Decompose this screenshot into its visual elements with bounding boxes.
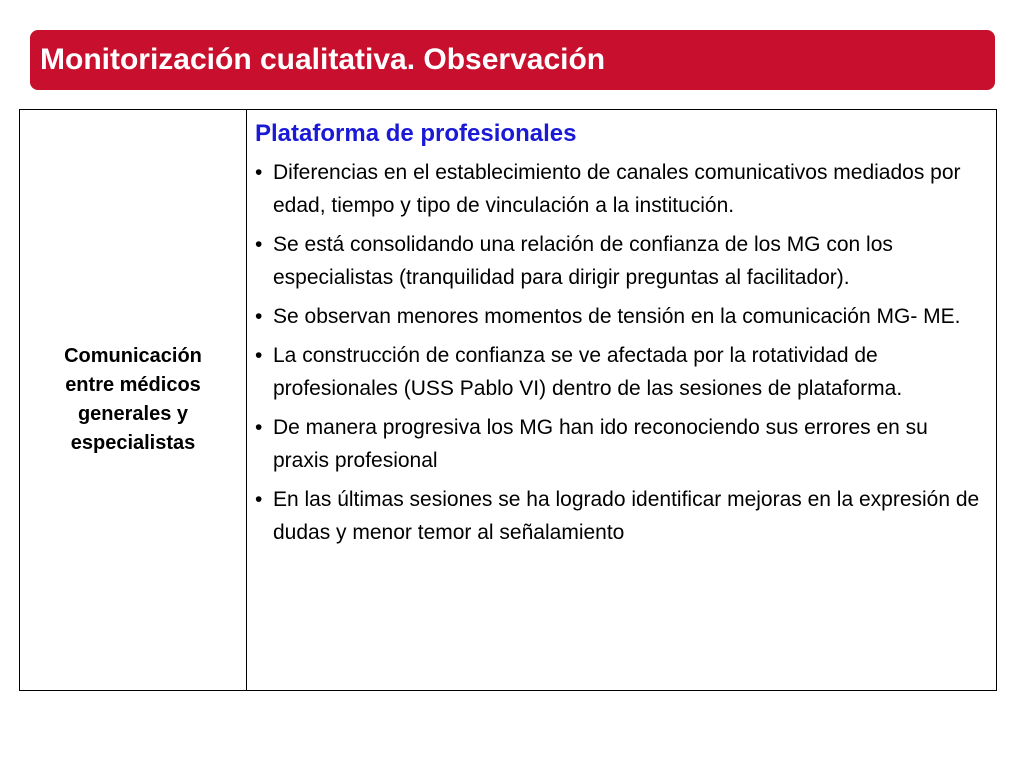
bullet-text: Se observan menores momentos de tensión en la comunicación MG- ME. <box>273 305 961 328</box>
left-cell <box>20 110 247 691</box>
bullet-icon: • <box>255 305 263 328</box>
title-bar <box>30 30 995 90</box>
list-item <box>255 156 988 222</box>
list-item <box>255 483 988 549</box>
list-item <box>255 228 988 294</box>
content-table <box>19 109 997 691</box>
page-title: Monitorización cualitativa. Observación <box>40 43 606 76</box>
bullet-text: La construcción de confianza se ve afectada por la rotatividad de profesionales (USS Pablo VI) dentro de las sesiones de plataforma. <box>273 344 903 400</box>
bullet-text: Se está consolidando una relación de confianza de los MG con los especialistas (tranquilidad para dirigir preguntas al facilitador). <box>273 233 893 289</box>
bullet-icon: • <box>255 233 263 256</box>
bullet-icon: • <box>255 416 263 439</box>
bullet-icon: • <box>255 488 263 511</box>
section-heading: Plataforma de profesionales <box>255 120 577 147</box>
bullet-icon: • <box>255 161 263 184</box>
bullet-icon: • <box>255 344 263 367</box>
bullet-text: Diferencias en el establecimiento de canales comunicativos mediados por edad, tiempo y tipo de vinculación a la institución. <box>273 161 961 217</box>
bullet-list <box>255 156 988 549</box>
right-cell <box>247 110 997 691</box>
table-row <box>20 110 997 691</box>
bullet-text: De manera progresiva los MG han ido reconociendo sus errores en su praxis profesional <box>273 416 928 472</box>
list-item <box>255 339 988 405</box>
list-item <box>255 300 988 333</box>
bullet-text: En las últimas sesiones se ha logrado identificar mejoras en la expresión de dudas y menor temor al señalamiento <box>273 488 980 544</box>
topic-label: Comunicación entre médicos generales y especialistas <box>64 345 202 454</box>
list-item <box>255 411 988 477</box>
